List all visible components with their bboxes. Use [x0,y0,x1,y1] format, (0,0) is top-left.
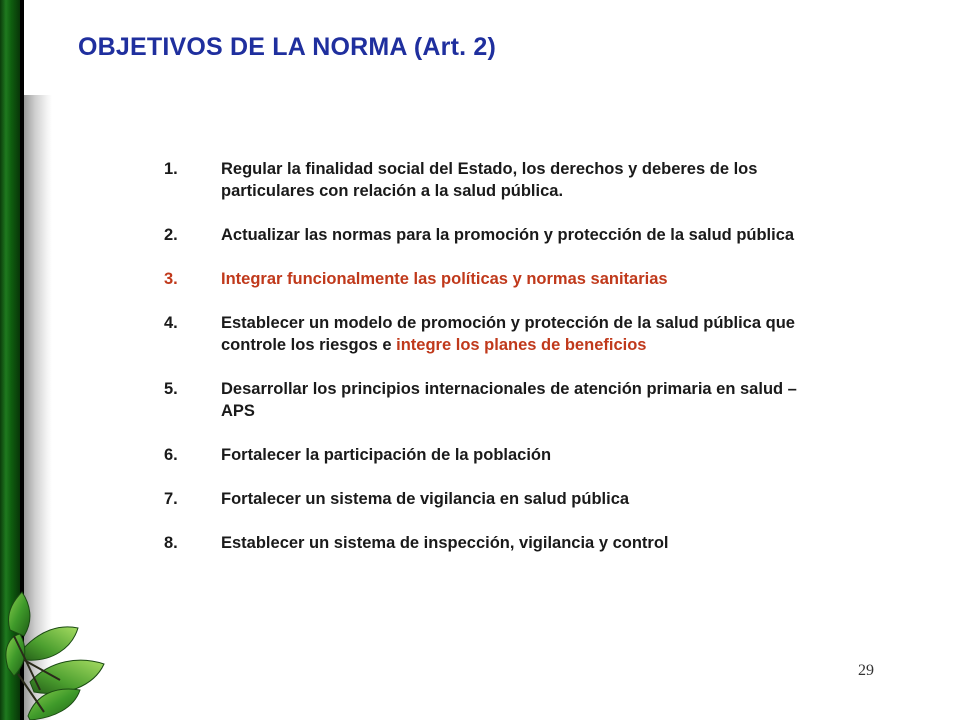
objective-text: Fortalecer un sistema de vigilancia en salud pública [221,490,630,508]
objective-item [164,378,834,422]
objective-number: 2. [164,226,178,244]
objective-item [164,312,834,356]
objective-number: 1. [164,160,178,178]
objective-item [164,532,834,554]
objective-number: 3. [164,270,178,288]
objective-item [164,488,834,510]
objective-text: Establecer un sistema de inspección, vigilancia y control [221,534,669,552]
objective-number: 6. [164,446,178,464]
objectives-list [164,158,834,576]
objective-text: Fortalecer la participación de la población [221,446,552,464]
objective-number: 5. [164,380,178,398]
objective-text: Integrar funcionalmente las políticas y normas sanitarias [221,270,668,288]
objective-text: Establecer un modelo de promoción y protección de la salud pública que controle los riesgos e [221,314,795,354]
objective-item-highlighted [164,268,834,290]
objective-text: Desarrollar los principios internacionales de atención primaria en salud – APS [221,380,797,420]
objective-number: 4. [164,314,178,332]
objective-number: 8. [164,534,178,552]
objective-text-highlight: integre los planes de beneficios [396,336,647,354]
objective-item [164,224,834,246]
objective-text: Regular la finalidad social del Estado, los derechos y deberes de los particulares con relación a la salud pública. [221,160,758,200]
leaf-cluster-icon [0,590,110,720]
objective-item [164,444,834,466]
page-number: 29 [858,662,874,679]
objective-text-container [221,312,834,356]
objective-number: 7. [164,490,178,508]
objective-item [164,158,834,202]
slide-title: OBJETIVOS DE LA NORMA (Art. 2) [78,33,497,61]
objective-text: Actualizar las normas para la promoción y protección de la salud pública [221,226,795,244]
